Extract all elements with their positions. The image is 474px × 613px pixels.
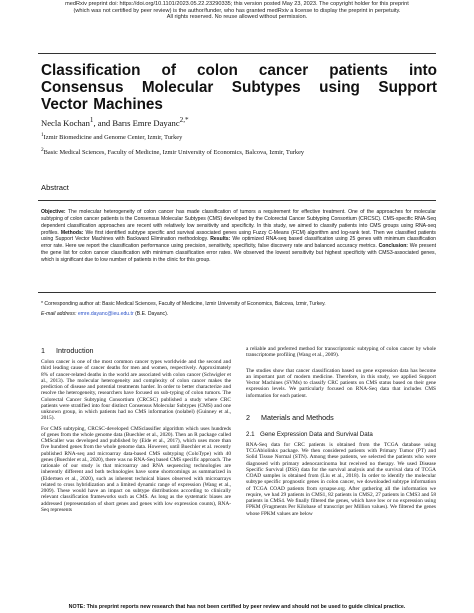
author-2: , and Barıs Emre Dayanc	[93, 117, 180, 128]
affiliation-1-sup: 1	[41, 132, 44, 138]
top-rule	[38, 53, 436, 54]
section-1-title: Introduction	[56, 346, 94, 355]
abstract-body	[41, 209, 436, 264]
conclusion-text: We present the gene list for colon cancer classification with minimum classification error rates. We observed the lowest sensitivity but highest specificity with CMS3-associated genes, which is significant due to low number of patients in the clinic for this group.	[41, 243, 436, 263]
email-link[interactable]: emre.dayanc@ieu.edu.tr	[77, 311, 134, 317]
methods-label: Methods:	[60, 229, 84, 236]
section-2-number: 2	[246, 412, 250, 422]
affiliation-1	[41, 131, 437, 142]
objective-label: Objective:	[41, 209, 66, 215]
abstract-bottom-rule	[38, 292, 436, 293]
subsection-2-1-heading	[246, 431, 436, 439]
abstract-heading: Abstract	[41, 183, 69, 192]
email-suffix: (B.E. Dayanc).	[135, 311, 169, 317]
email-line	[41, 311, 436, 318]
preprint-banner	[0, 1, 474, 21]
right-paragraph-1: a reliable and preferred method for transcriptomic subtyping of colon cancer by whole transcriptome profiling (Wang et al., 2009).	[246, 346, 436, 359]
email-label: E-mail address:	[41, 311, 77, 317]
intro-paragraph-2: For CMS subtyping, CRCSC-developed CMSclassifier algorithm which uses hundreds of genes from the whole genome data (Buechler et al., 2020). Then an R package called CMScaller was developed and published by (Eide et al., 2017), which uses more than five hundred genes from the whole genome data. However, until Buechler et al. recently published RNA-seq and microarray data-based CMS subtyping (ColoType) with 40 genes (Buechler et al., 2020), there was no RNA-Seq based CMS specific approach. The rationale of our study is that microarray and RNA sequencing technologies are inherently different and both technologies have some shortcomings as summarized in (Eldertsen et al., 2020), such as inherent technical biases observed with microarrays related to cross hybridization and a limited dynamic range of expression (Wang et al., 2009). These would have an impact on subtype distributions according to clinically relevant classification frameworks such as CMS. As long as the systematic biases are addressed (representation of short genes and genes with low expression counts), RNA-Seq represents	[41, 425, 231, 513]
section-2-title: Materials and Methods	[261, 412, 334, 422]
right-paragraph-2: The studies show that cancer classification based on gene expression data has become an important part of modern medicine. Therefore, in this study, we applied Support Vector Machines (SVMs) to classify CRC patients on CMS status based on their gene expression levels. We particularly focused on RNA-Seq data that includes CMS information for each patient.	[246, 367, 436, 399]
section-1-number: 1	[41, 346, 45, 355]
right-column	[246, 346, 436, 521]
paper-title: Classification of colon cancer patients into Consensus Molecular Subtypes using Support Vector Machines	[41, 62, 437, 114]
affiliation-1-text: Izmir Biomedicine and Genome Center, Izmir, Turkey	[43, 134, 183, 142]
author-1: Necla Kochan	[41, 117, 90, 128]
subsection-2-1-number: 2.1	[246, 430, 255, 438]
left-column	[41, 346, 231, 517]
banner-line-3: All rights reserved. No reuse allowed without permission.	[166, 14, 308, 21]
results-label: Results:	[210, 236, 231, 243]
objective-text: The molecular heterogeneity of colon cancer has made classification of tumors a requirement for effective treatment. One of the approaches for molecular subtyping of colon cancer patients is the Consensus Molecular Subtypes (CMS) developed by the Colorectal Cancer Subtyping Consortium (CRCSC). CMS-specific RNA-Seq dependent classification approaches are recent with relatively low sensitivity and specificity. In this study, we aimed to classify patients into CMS groups using RNA-seq profiles.	[41, 209, 436, 236]
abstract-top-rule	[38, 200, 436, 201]
right-paragraph-3: RNA-Seq data for CRC patients is obtained from the TCGA database using TCGAbiolinks package. We then considered patients with Primary Tumor (PT) and Solid Tissue Normal (STN). Among these patients, we selected the patients who were diagnosed with primary adenocarcinoma but received no therapy. We used Disease Specific Survival (DSS) data for the survival analysis and the survival data of TCGA COAD samples is obtained from (Liu et al., 2018). In order to identify the molecular subtype specific prognostic genes in colon cancer, we downloaded subtype information of TCGA COAD patients from synapse.org. After gathering all the information we require, we had 29 patients in CMS1, 82 patients in CMS2, 27 patients in CMS3 and 58 patients in CMS4. We finally filtered the genes, which have low or no expression using FPKM (Fragments Per Kilobase of transcript per Million values). We filtered the genes whose FPKM values are below	[246, 441, 436, 517]
section-introduction-heading	[41, 346, 231, 355]
banner-line-2: (which was not certified by peer review) is the author/funder, who has granted medRxiv a license to display the preprint in perpetuity.	[73, 7, 401, 14]
affiliation-2-text: Basic Medical Sciences, Faculty of Medicine, Izmir University of Economics, Balcova, Izmir, Turkey	[43, 149, 305, 157]
intro-paragraph-1: Colon cancer is one of the most common cancer types worldwide and the second and third leading cause of cancer deaths for men and women, respectively. Approximately 8% of cancer-related deaths in the world are associated with colon cancer (Schwigler et al., 2013). The molecular heterogeneity and complexity of colon cancer makes the prediction of disease and potential treatments harder. In order to better characterize and resolve the heterogeneity, researchers have focused on sub-typing of colon tumors. The Colorectal Cancer Subtyping Consortium (CRCSC) published a study where CRC patients were stratified into four distinct Consensus Molecular Subtypes (CMS) and one unknown group, in which patients had no CMS information (nolabel) (Guinney et al., 2015).	[41, 359, 231, 422]
conclusion-label: Conclusion:	[378, 243, 409, 250]
author-2-sup: 2,*	[179, 116, 189, 124]
banner-line-1: medRxiv preprint doi: https://doi.org/10.1101/2023.05.22.23290335; this version posted May 23, 2023. The copyright holder for this preprint	[65, 1, 409, 7]
subsection-2-1-title: Gene Expression Data and Survival Data	[260, 430, 373, 438]
affiliation-2-sup: 2	[41, 147, 44, 153]
author-line	[41, 115, 437, 128]
corresponding-author: * Corresponding author at: Basic Medical Sciences, Faculty of Medicine, Izmir University of Economics, Balcova, Izmir, Turkey.	[41, 301, 326, 307]
section-materials-heading	[246, 413, 436, 422]
results-text: We optimized RNA-seq based classification using 25 genes with minimum classification error rate. Here we report the classification performance using precision, sensitivity, specificity, false discovery rate and balanced accuracy metrics.	[41, 236, 437, 250]
author-1-sup: 1	[89, 116, 94, 124]
affiliation-2	[41, 146, 437, 157]
methods-text: We first identified subtype specific and survival associated genes using Fuzzy C-Means (FCM) algorithm and log-rank test. Then we classified patients using Support Vector Machines with Backward Elimination methodology.	[41, 229, 436, 243]
peer-review-note: NOTE: This preprint reports new research that has not been certified by peer review and should not be used to guide clinical practice.	[68, 604, 406, 610]
